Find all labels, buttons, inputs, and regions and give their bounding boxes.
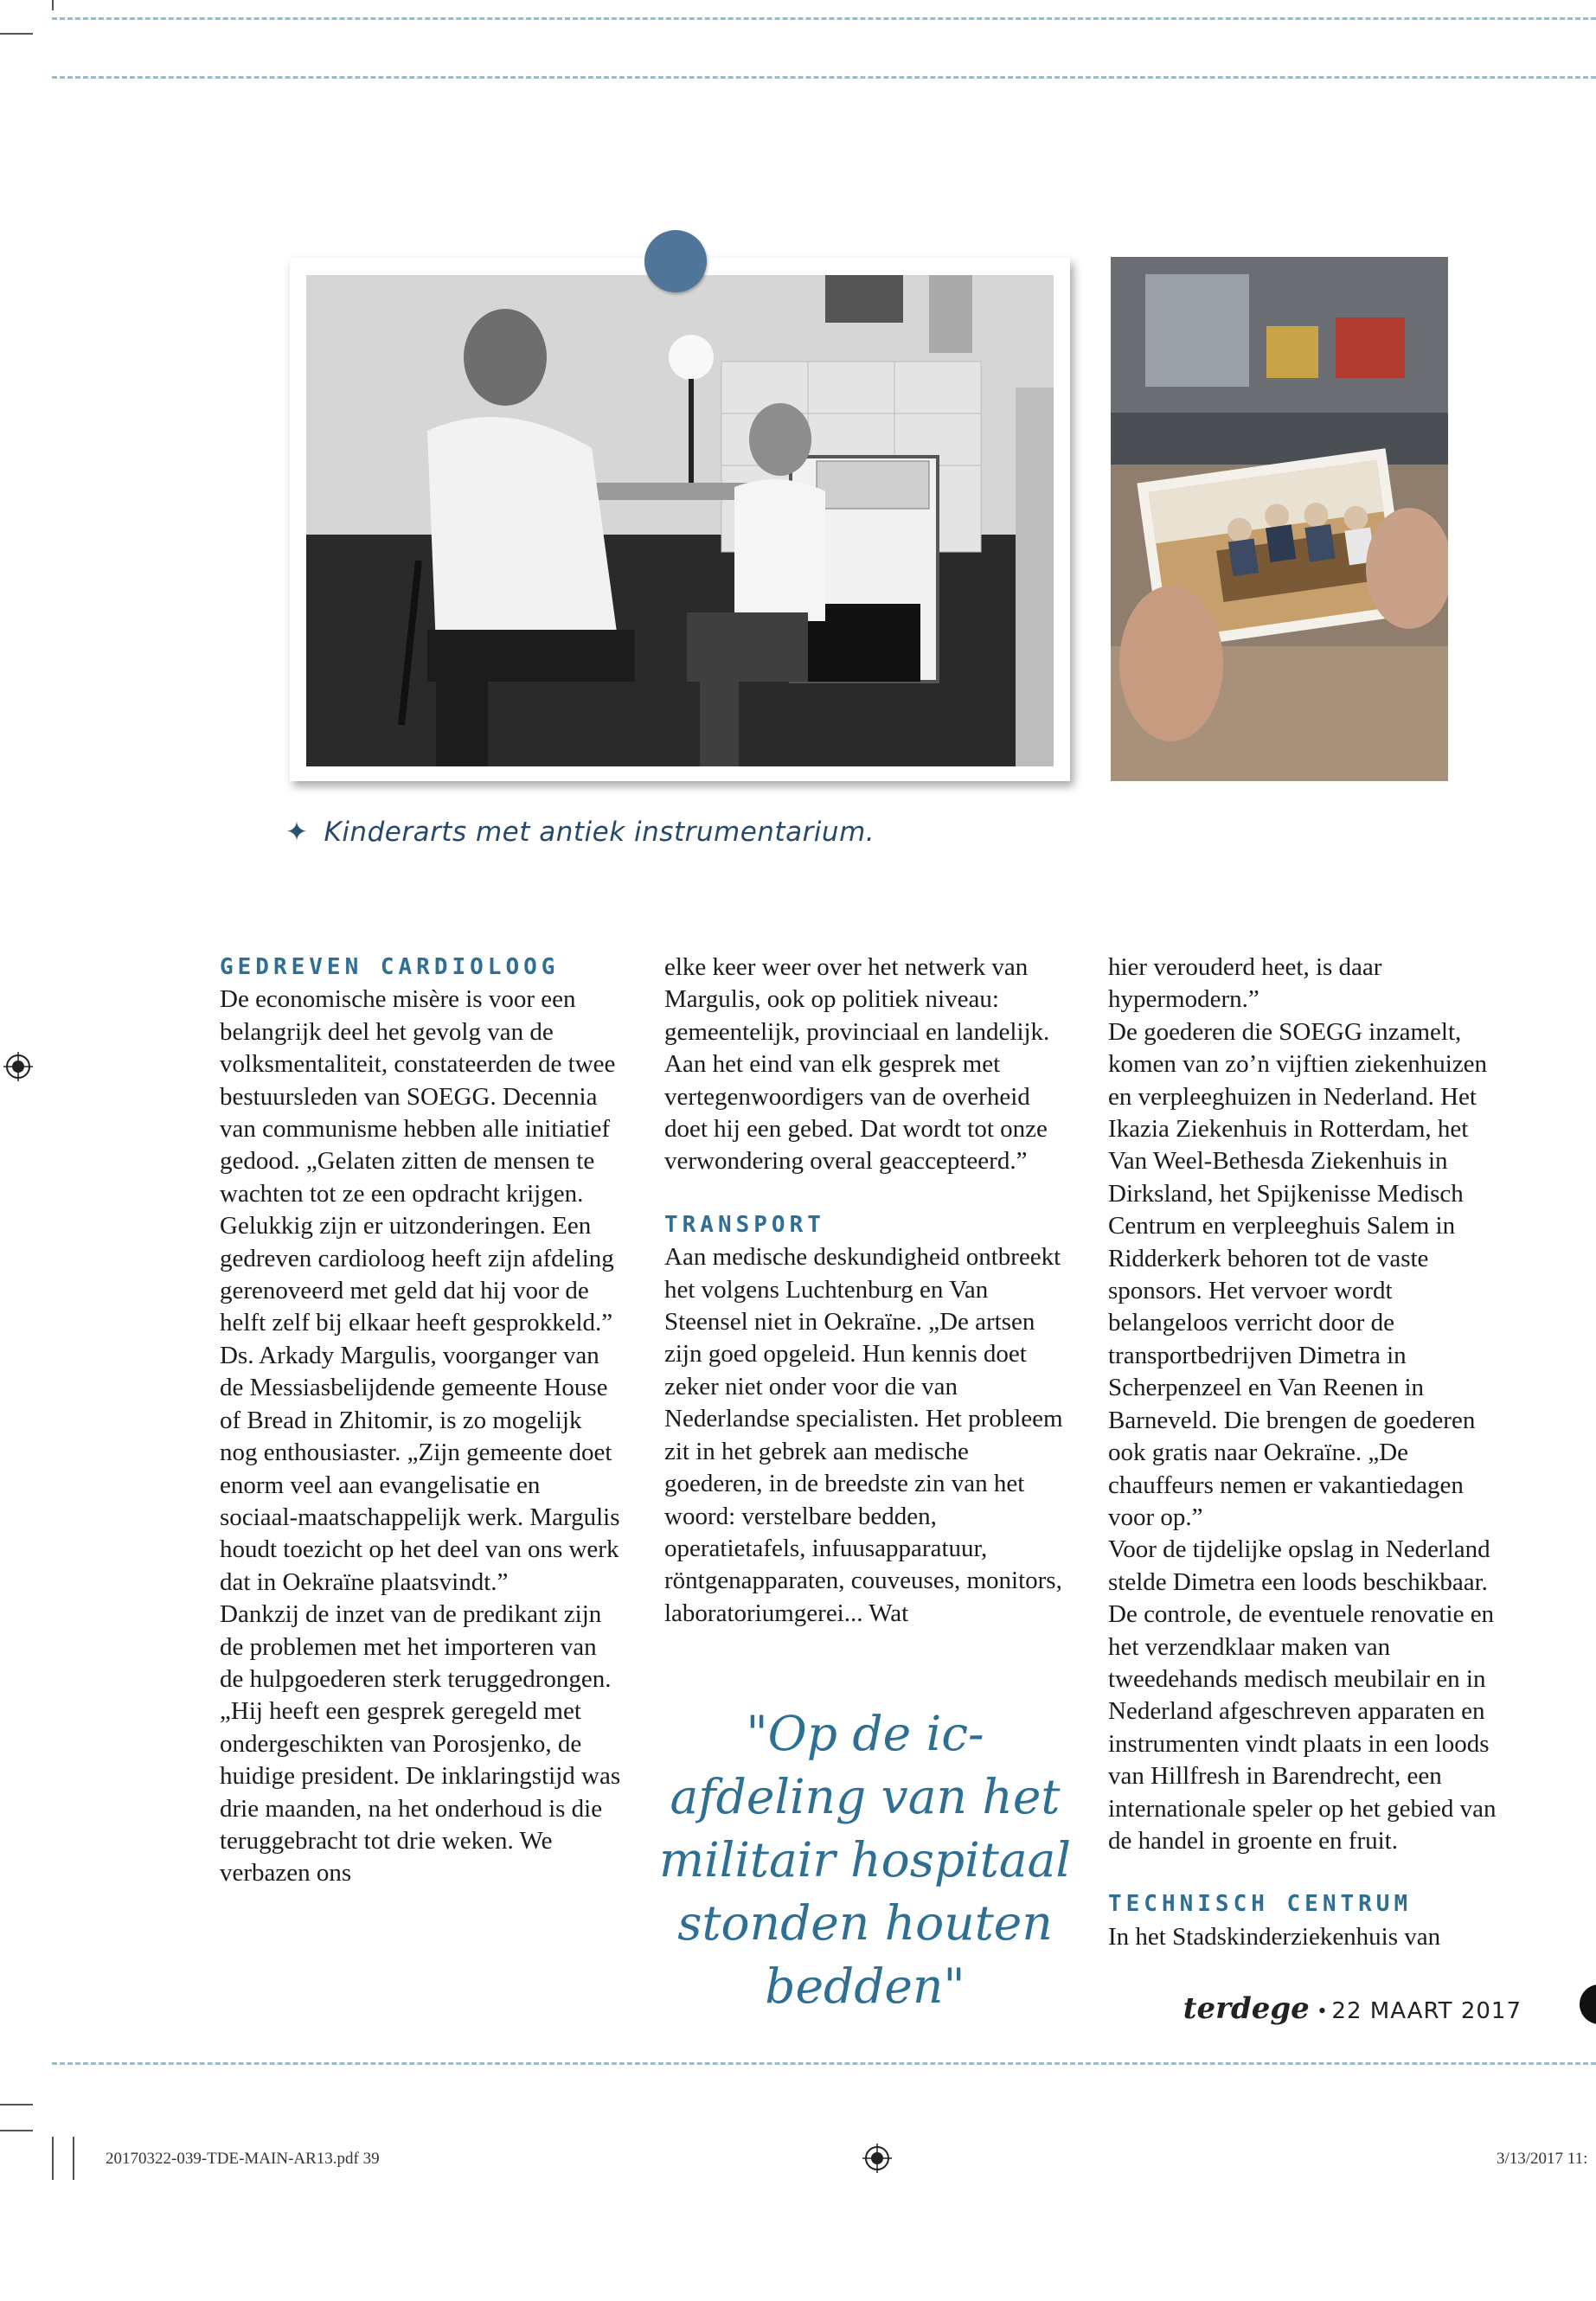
caption-text: Kinderarts met antiek instrumentarium. xyxy=(324,817,875,848)
crop-mark xyxy=(52,0,54,10)
paragraph: De economische misère is voor een belangrijk deel het gevolg van de volksmentaliteit, constateerden de twee bestuursleden van SOEGG. Decennia van communisme hebben alle initiatief gedood. „Gelaten zitten de mensen te wachten tot ze een opdracht krijgen. Gelukkig zijn er uitzonderingen. Een gedreven cardioloog heeft zijn afdeling gerenoveerd met geld dat hij voor de helft zelf bij elkaar heeft gesprokkeld.” xyxy=(220,985,616,1337)
print-slug-timestamp: 3/13/2017 11: xyxy=(1497,2150,1588,2168)
paragraph: In het Stadskinderziekenhuis van xyxy=(1108,1922,1441,1951)
crop-mark xyxy=(73,2137,74,2180)
section-heading: TECHNISCH CENTRUM xyxy=(1108,1891,1413,1918)
section-heading: GEDREVEN CARDIOLOOG xyxy=(220,954,560,980)
page-footer xyxy=(1183,1991,1522,2026)
top-dashed-rule xyxy=(52,17,1596,20)
magazine-brand: terdege xyxy=(1183,1991,1310,2026)
paragraph: Voor de tijdelijke opslag in Nederland stelde Dimetra een loods beschikbaar. De controle, de eventuele renovatie en het verzendklaar maken van tweedehands medisch meubilair en in Nederland afgeschreven apparaten en instrumenten vindt plaats in een loods van Hillfresh in Barendrecht, een internationale speler op het gebied van de handel in groente en fruit. xyxy=(1108,1535,1497,1855)
pushpin-icon xyxy=(644,230,707,292)
article-column-3 xyxy=(1108,952,1510,1953)
pull-quote: "Op de ic-afdeling van het militair hospitaal stonden houten bedden" xyxy=(658,1706,1071,2014)
paragraph: De goederen die SOEGG inzamelt, komen van zo’n vijftien ziekenhuizen en verpleeghuizen in Nederland. Het Ikazia Ziekenhuis in Rotterdam, het Van Weel-Bethesda Ziekenhuis in Dirksland, het Spijkenisse Medisch Centrum en verpleeghuis Salem in Ridderkerk behoren tot de vaste sponsors. Het vervoer wordt belangeloos verricht door de transportbedrijven Dimetra in Scherpenzeel en Van Reenen in Barneveld. Die brengen de goederen ook gratis naar Oekraïne. „De chauffeurs nemen er vakantiedagen voor op.” xyxy=(1108,1017,1488,1531)
registration-mark-icon xyxy=(862,2144,892,2173)
paragraph: hier verouderd heet, is daar hypermodern.” xyxy=(1108,953,1382,1014)
page-number-badge xyxy=(1580,1984,1596,2024)
bottom-dashed-rule xyxy=(52,2062,1596,2065)
crop-mark xyxy=(0,2104,33,2106)
issue-date: 22 MAART 2017 xyxy=(1331,1998,1522,2024)
paragraph: Ds. Arkady Margulis, voorganger van de Messiasbelijdende gemeente House of Bread in Zhitomir, is zo mogelijk nog enthousiaster. „Zijn gemeente doet enorm veel aan evangelisatie en sociaal-maatschappelijk werk. Margulis houdt toezicht op het deel van ons werk dat in Oekraïne plaatsvindt.” xyxy=(220,1341,620,1596)
crop-mark xyxy=(0,33,33,35)
paragraph: Aan medische deskundigheid ontbreekt het volgens Luchtenburg en Van Steensel niet in Oekraïne. „De artsen zijn goed opgeleid. Hun kennis doet zeker niet onder voor die van Nederlandse specialisten. Het probleem zit in het gebrek aan medische goederen, in de breedste zin van het woord: verstelbare bedden, operatietafels, infuusapparatuur, röntgenapparaten, couveuses, monitors, laboratoriumgerei... Wat xyxy=(664,1243,1063,1627)
article-column-2 xyxy=(664,952,1067,1630)
article-column-1 xyxy=(220,952,622,1890)
crop-mark xyxy=(0,2130,33,2131)
footer-separator: • xyxy=(1317,1998,1326,2023)
section-heading: TRANSPORT xyxy=(664,1211,825,1238)
print-slug-filename: 20170322-039-TDE-MAIN-AR13.pdf 39 xyxy=(106,2150,380,2168)
paragraph: elke keer weer over het netwerk van Margulis, ook op politiek niveau: gemeentelijk, provinciaal en landelijk. Aan het eind van elk gesprek met vertegenwoordigers van de overheid doet hij een gebed. Dat wordt tot onze verwondering overal geaccepteerd.” xyxy=(664,953,1050,1176)
crop-mark xyxy=(52,2137,54,2180)
pediatrician-photo xyxy=(306,275,1054,766)
photo-caption xyxy=(285,817,875,848)
top-dashed-rule-2 xyxy=(52,76,1596,79)
registration-mark-icon xyxy=(3,1052,33,1081)
hand-holding-photo xyxy=(1111,257,1448,781)
star-icon: ✦ xyxy=(285,817,309,848)
paragraph: Dankzij de inzet van de predikant zijn de problemen met het importeren van de hulpgoederen sterk teruggedrongen. „Hij heeft een gesprek geregeld met ondergeschikten van Porosjenko, de huidige president. De inklaringstijd was drie maanden, na het onderhoud is die teruggebracht tot drie weken. We verbazen ons xyxy=(220,1600,621,1888)
